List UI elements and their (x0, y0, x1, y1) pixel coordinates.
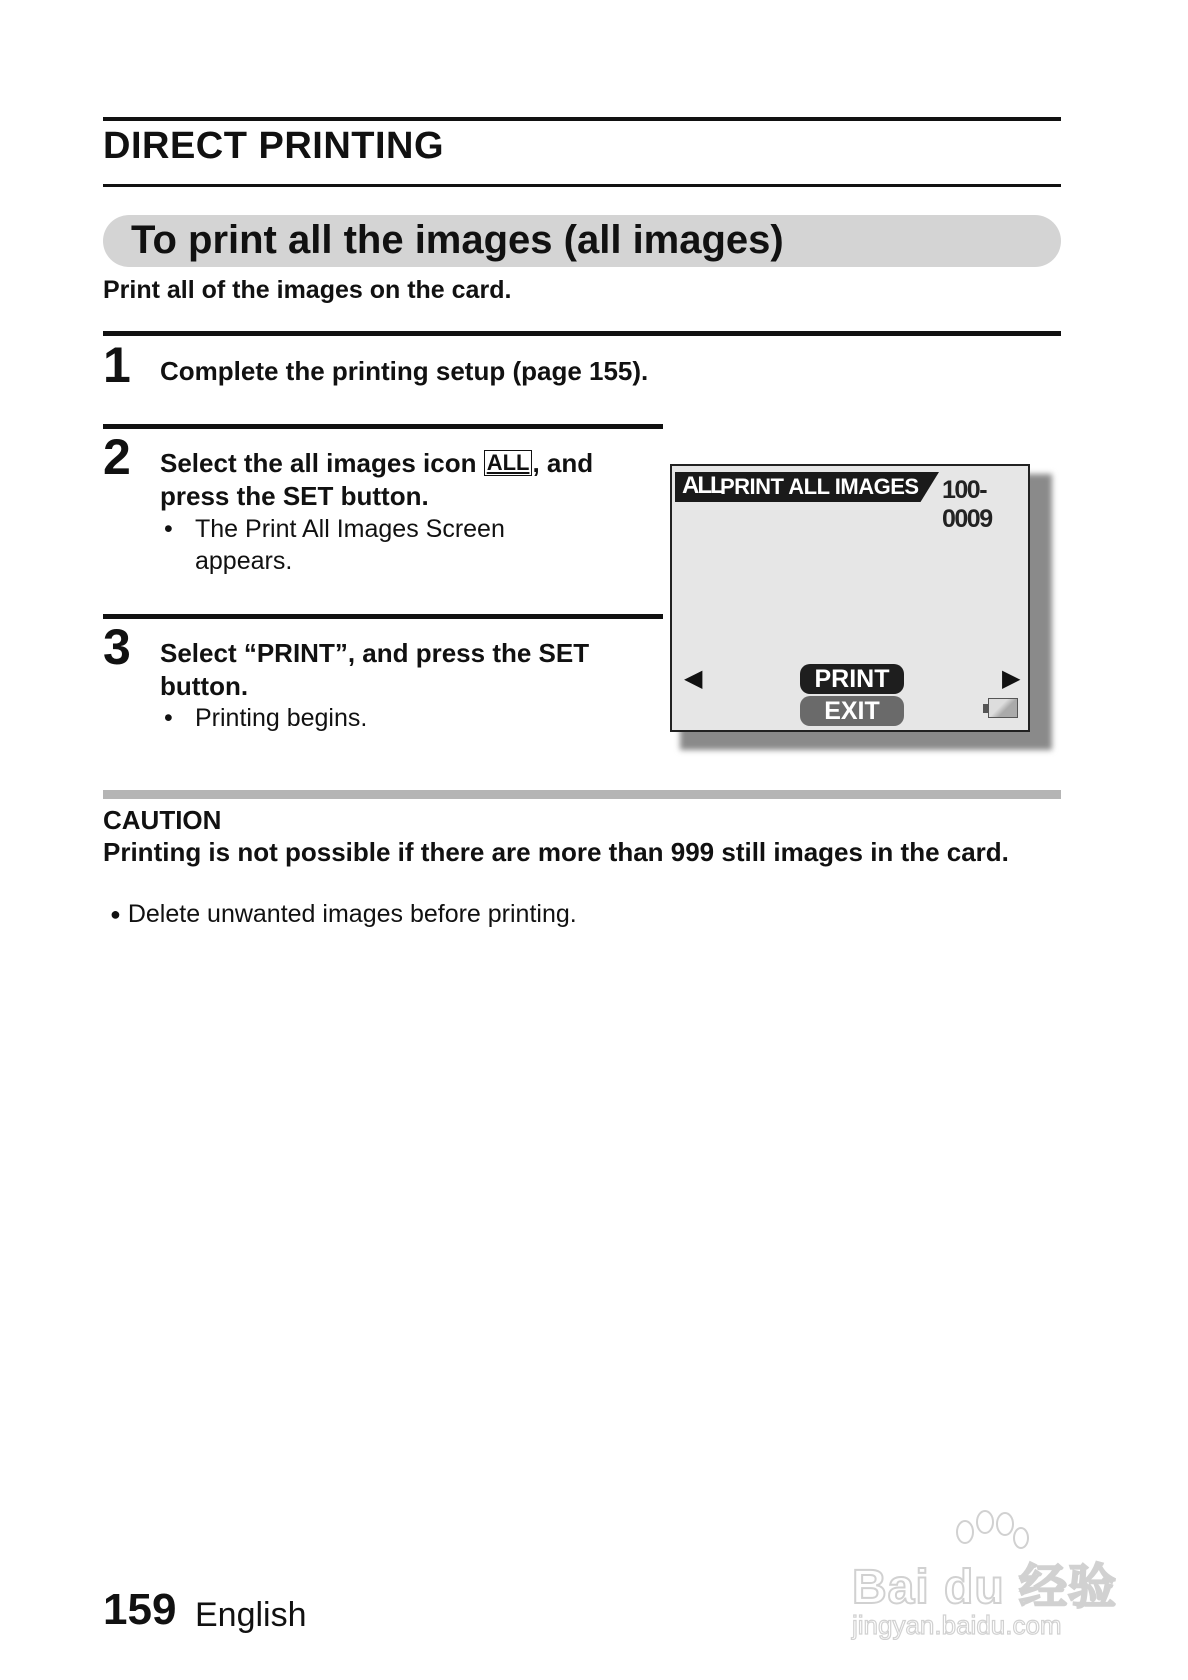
left-arrow-icon[interactable]: ◀ (684, 665, 703, 692)
right-arrow-icon[interactable]: ▶ (1002, 665, 1021, 692)
section-title: DIRECT PRINTING (103, 125, 445, 167)
bullet-dot-icon: ● (110, 904, 121, 924)
step-3-bullet-1: Printing begins. (195, 704, 368, 732)
step-2-bullet-dot: • (164, 515, 173, 543)
all-images-icon: ALL (484, 450, 533, 476)
watermark-main: Bai du 经验 (852, 1561, 1118, 1614)
step-2-rule (103, 424, 663, 429)
step-2-line-2: press the SET button. (160, 481, 429, 511)
caution-bullet (110, 900, 577, 929)
page-language: English (195, 1596, 307, 1634)
top-rule (103, 117, 1061, 121)
print-button[interactable]: PRINT (800, 664, 904, 694)
step-2-line-1 (160, 447, 593, 480)
file-counter: 100-0009 (942, 476, 992, 533)
camera-screen (670, 464, 1030, 732)
step-3-number: 3 (103, 619, 131, 675)
step-2-text-a: Select the all images icon (160, 448, 477, 478)
step-3-bullet-dot: • (164, 704, 173, 732)
exit-button[interactable]: EXIT (800, 696, 904, 726)
subsection-title: To print all the images (all images) (131, 218, 784, 262)
caution-title: CAUTION (103, 805, 222, 835)
step-1-text: Complete the printing setup (page 155). (160, 356, 649, 386)
intro-text: Print all of the images on the card. (103, 276, 512, 304)
caution-text: Printing is not possible if there are more than 999 still images in the card. (103, 837, 1009, 867)
all-images-icon-screen: ALL (682, 472, 723, 499)
watermark-logo (850, 1510, 1130, 1640)
step-2-text-b: , and (532, 448, 594, 478)
step-1-rule (103, 331, 1061, 336)
screen-title: PRINT ALL IMAGES (720, 474, 919, 499)
step-2-bullet-1: The Print All Images Screen (195, 515, 505, 543)
caution-divider (103, 790, 1061, 799)
caution-bullet-text: Delete unwanted images before printing. (127, 900, 577, 928)
step-1-number: 1 (103, 337, 131, 393)
step-3-rule (103, 614, 663, 619)
step-3-line-2: button. (160, 671, 249, 701)
step-2-bullet-2: appears. (195, 547, 293, 575)
step-3-line-1: Select “PRINT”, and press the SET (160, 638, 590, 668)
battery-icon (988, 698, 1018, 718)
watermark-sub: jingyan.baidu.com (852, 1610, 1062, 1640)
step-2-number: 2 (103, 429, 131, 485)
page-number: 159 (103, 1585, 177, 1634)
header-rule (103, 184, 1061, 187)
